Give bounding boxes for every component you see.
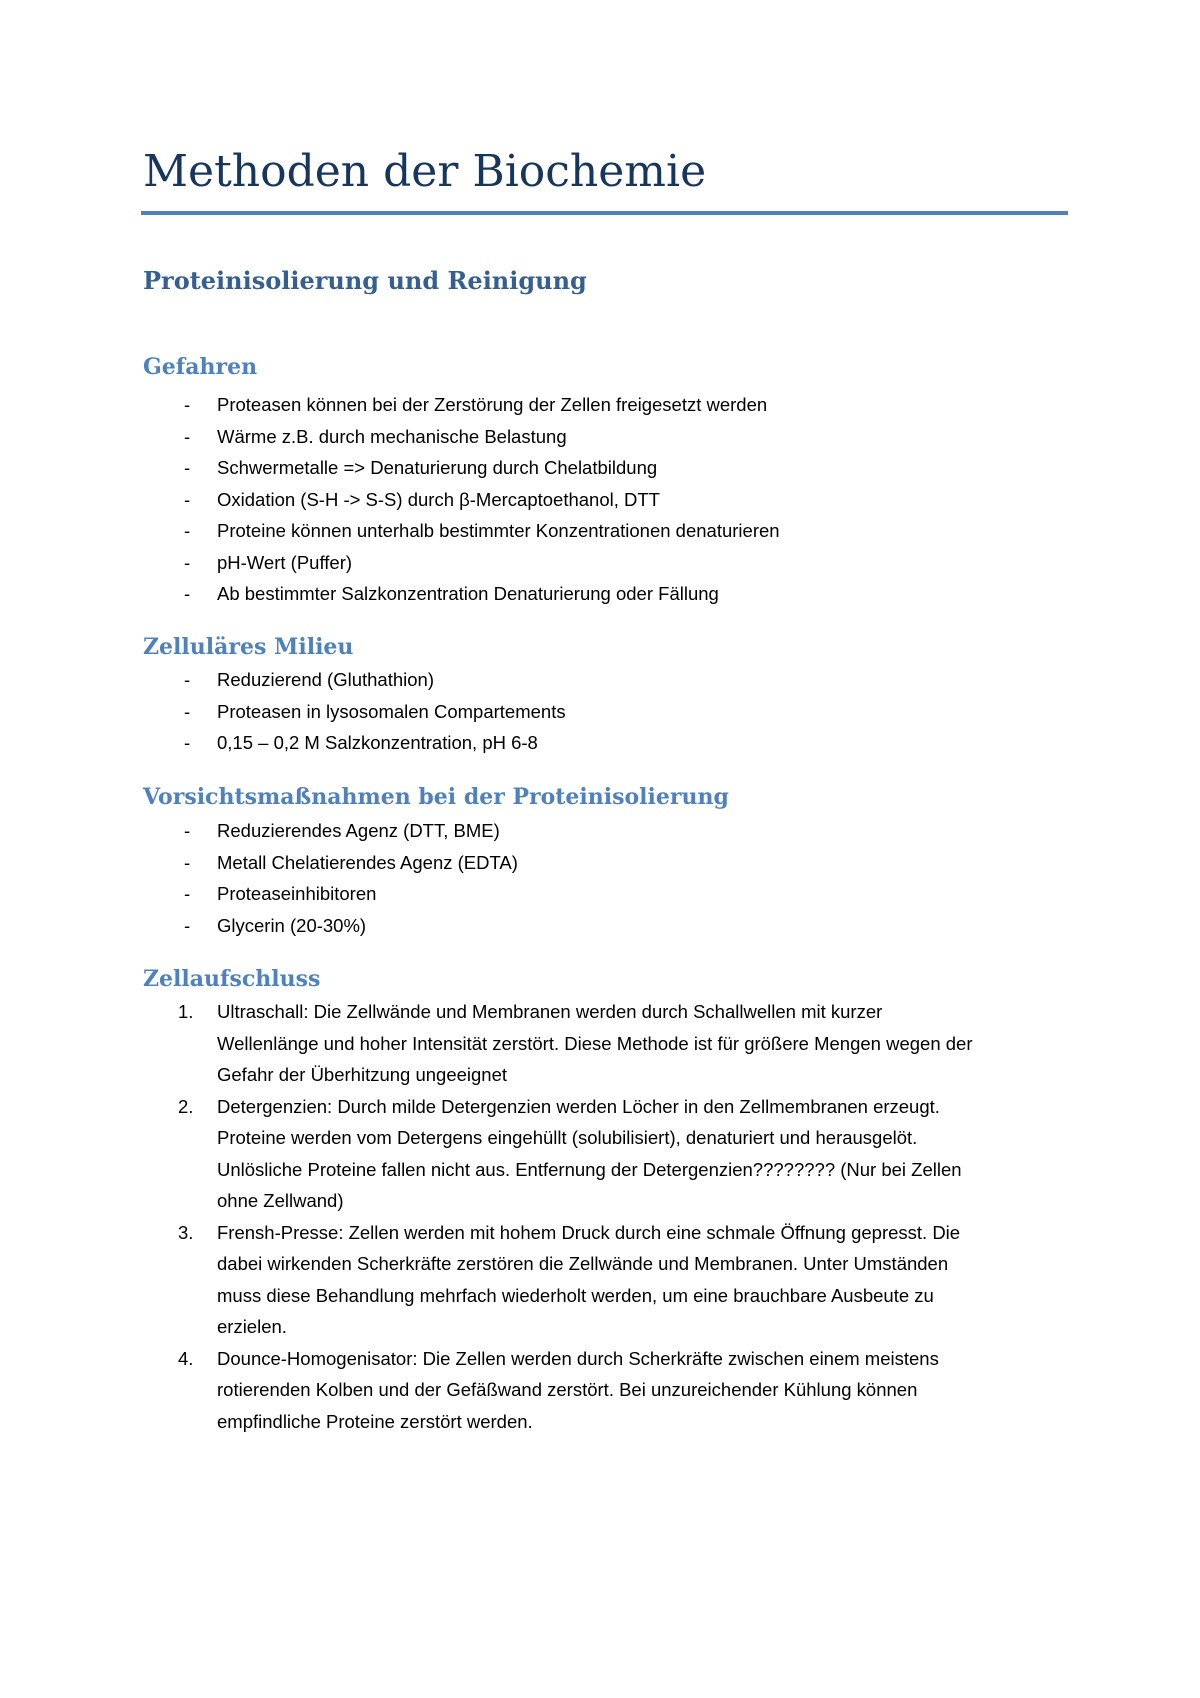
paragraph-line: empfindliche Proteine zerstört werden.: [217, 1410, 533, 1432]
bullet-dash: -: [184, 820, 191, 841]
bullet-dash: -: [184, 520, 191, 541]
list-item: [0, 515, 1200, 547]
list-item-text: Metall Chelatierendes Agenz (EDTA): [217, 851, 518, 873]
list-item-text: Ab bestimmter Salzkonzentration Denaturierung oder Fällung: [217, 583, 719, 604]
item-number: 2.: [178, 1095, 194, 1117]
heading-gefahren: Gefahren: [143, 354, 258, 380]
paragraph-line: erzielen.: [217, 1316, 287, 1337]
zellaufschluss-list: [0, 996, 1200, 1437]
bullet-dash: -: [184, 700, 191, 722]
numbered-item: [0, 1091, 1200, 1217]
bullet-dash: -: [184, 583, 191, 604]
vorsicht-list: [0, 815, 1200, 941]
list-item: [0, 664, 1200, 696]
milieu-list: [0, 664, 1200, 759]
item-paragraph: [217, 1343, 1067, 1438]
bullet-dash: -: [184, 851, 191, 873]
bullet-dash: -: [184, 488, 191, 510]
paragraph-line: Unlösliche Proteine fallen nicht aus. Entfernung der Detergenzien???????? (Nur bei Zellen: [217, 1158, 962, 1180]
paragraph-line: ohne Zellwand): [217, 1190, 344, 1211]
paragraph-line: muss diese Behandlung mehrfach wiederholt werden, um eine brauchbare Ausbeute zu: [217, 1284, 934, 1306]
paragraph-line: Detergenzien: Durch milde Detergenzien werden Löcher in den Zellmembranen erzeugt.: [217, 1095, 940, 1117]
bullet-dash: -: [184, 457, 191, 478]
list-item-text: Reduzierendes Agenz (DTT, BME): [217, 820, 500, 841]
numbered-item: [0, 996, 1200, 1091]
paragraph-line: Dounce-Homogenisator: Die Zellen werden durch Scherkräfte zwischen einem meistens: [217, 1347, 939, 1369]
bullet-dash: -: [184, 394, 191, 415]
bullet-dash: -: [184, 425, 191, 447]
list-item: [0, 878, 1200, 910]
paragraph-line: Gefahr der Überhitzung ungeeignet: [217, 1064, 508, 1085]
list-item: [0, 578, 1200, 610]
bullet-dash: -: [184, 551, 191, 573]
list-item: [0, 421, 1200, 453]
numbered-item: [0, 1217, 1200, 1343]
bullet-dash: -: [184, 669, 191, 690]
item-paragraph: [217, 1217, 1067, 1343]
bullet-dash: -: [184, 883, 191, 904]
list-item-text: Proteasen können bei der Zerstörung der Zellen freigesetzt werden: [217, 394, 768, 415]
paragraph-line: rotierenden Kolben und der Gefäßwand zerstört. Bei unzureichender Kühlung können: [217, 1379, 918, 1400]
list-item: [0, 484, 1200, 516]
document-title: Methoden der Biochemie: [143, 146, 707, 197]
list-item: [0, 389, 1200, 421]
list-item: [0, 847, 1200, 879]
item-paragraph: [217, 996, 1067, 1091]
paragraph-line: Ultraschall: Die Zellwände und Membranen werden durch Schallwellen mit kurzer: [217, 1001, 883, 1022]
item-number: 4.: [178, 1347, 194, 1369]
list-item: [0, 815, 1200, 847]
list-item-text: Wärme z.B. durch mechanische Belastung: [217, 425, 567, 447]
paragraph-line: Proteine werden vom Detergens eingehüllt (solubilisiert), denaturiert und herausgelöt.: [217, 1127, 918, 1148]
list-item-text: Proteaseinhibitoren: [217, 883, 377, 904]
list-item: [0, 452, 1200, 484]
title-underline: [141, 211, 1068, 215]
item-paragraph: [217, 1091, 1067, 1217]
list-item-text: Schwermetalle => Denaturierung durch Chelatbildung: [217, 457, 658, 478]
bullet-dash: -: [184, 914, 191, 936]
list-item-text: Proteasen in lysosomalen Compartements: [217, 700, 566, 722]
paragraph-line: Frensh-Presse: Zellen werden mit hohem Druck durch eine schmale Öffnung gepresst. Die: [217, 1221, 961, 1243]
heading-zellaufschluss: Zellaufschluss: [143, 966, 321, 992]
paragraph-line: Wellenlänge und hoher Intensität zerstört. Diese Methode ist für größere Mengen wegen der: [217, 1032, 973, 1054]
list-item: [0, 696, 1200, 728]
list-item: [0, 910, 1200, 942]
section-heading: Proteinisolierung und Reinigung: [143, 266, 587, 295]
gefahren-list: [0, 389, 1200, 610]
heading-zellulaeres-milieu: Zelluläres Milieu: [143, 634, 354, 660]
item-number: 3.: [178, 1221, 194, 1243]
list-item-text: Glycerin (20-30%): [217, 914, 367, 936]
list-item-text: Proteine können unterhalb bestimmter Konzentrationen denaturieren: [217, 520, 780, 541]
list-item-text: pH-Wert (Puffer): [217, 551, 353, 573]
numbered-item: [0, 1343, 1200, 1438]
bullet-dash: -: [184, 732, 191, 753]
item-number: 1.: [178, 1001, 194, 1022]
heading-vorsichtsmassnahmen: Vorsichtsmaßnahmen bei der Proteinisolierung: [143, 784, 729, 810]
paragraph-line: dabei wirkenden Scherkräfte zerstören die Zellwände und Membranen. Unter Umständen: [217, 1253, 949, 1274]
list-item-text: Reduzierend (Gluthathion): [217, 669, 434, 690]
list-item-text: 0,15 – 0,2 M Salzkonzentration, pH 6-8: [217, 732, 538, 753]
list-item-text: Oxidation (S-H -> S-S) durch β-Mercaptoethanol, DTT: [217, 488, 660, 510]
list-item: [0, 547, 1200, 579]
list-item: [0, 727, 1200, 759]
